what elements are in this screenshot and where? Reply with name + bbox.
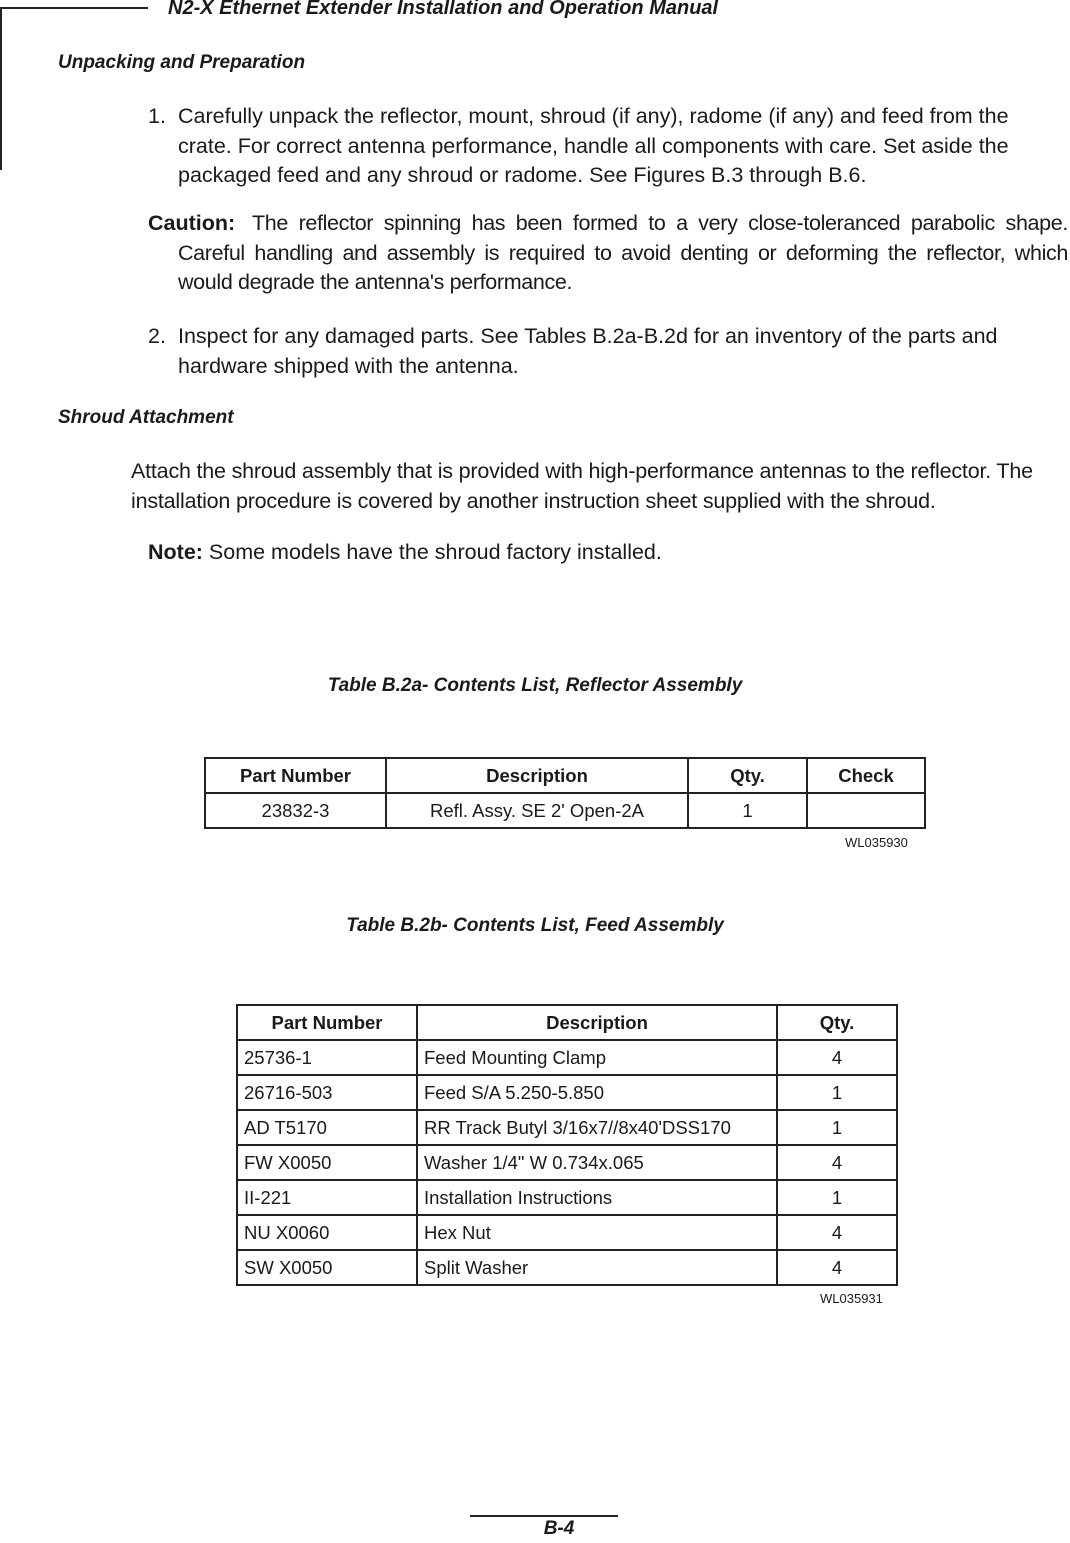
feed-contents-table [236,1004,898,1286]
page-header: N2-X Ethernet Extender Installation and Operation Manual [168,0,719,19]
table-a-caption: Table B.2a- Contents List, Reflector Assembly [327,675,743,696]
step-2-number: 2. [148,324,166,348]
cell-description: Refl. Assy. SE 2' Open-2A [386,793,688,828]
cell-part-number: SW X0050 [237,1250,417,1285]
table-row [237,1180,897,1215]
caution-block [148,209,1068,298]
step-1-number: 1. [148,104,166,128]
section-title-unpacking: Unpacking and Preparation [58,52,306,73]
table-row [237,1215,897,1250]
cell-part-number: 25736-1 [237,1040,417,1075]
step-2-text: Inspect for any damaged parts. See Tables B.2a-B.2d for an inventory of the parts and hardware shipped with the antenna. [178,324,998,378]
column-header: Check [807,758,925,793]
shroud-paragraph: Attach the shroud assembly that is provided with high-performance antennas to the reflector. The installation procedure is covered by another instruction sheet supplied with the shroud. [131,459,1033,513]
table-row [237,1145,897,1180]
table-header-row [237,1005,897,1040]
step-1-text: Carefully unpack the reflector, mount, shroud (if any), radome (if any) and feed from the crate. For correct antenna performance, handle all components with care. Set aside the packaged feed and any shroud or radome. See Figures B.3 through B.6. [178,104,1009,187]
table-row [237,1250,897,1285]
step-1 [148,102,1068,191]
reflector-contents-table [204,757,926,829]
column-header: Description [386,758,688,793]
caution-text: The reflector spinning has been formed to a very close-toleranced parabolic shape. Careful handling and assembly is required to avoid denting or deforming the reflector, which would degrade the antenna's performance. [178,211,1068,294]
cell-description: Feed S/A 5.250-5.850 [417,1075,777,1110]
cell-check[interactable] [807,793,925,828]
section-title-shroud: Shroud Attachment [58,407,234,428]
table-b-reference: WL035931 [820,1291,883,1306]
table-row [237,1075,897,1110]
step-2 [148,322,1068,381]
cell-description: Hex Nut [417,1215,777,1250]
cell-part-number: II-221 [237,1180,417,1215]
column-header: Part Number [205,758,386,793]
cell-part-number: 26716-503 [237,1075,417,1110]
note-block [148,538,662,568]
cell-qty: 1 [777,1110,897,1145]
column-header: Qty. [688,758,807,793]
cell-description: Feed Mounting Clamp [417,1040,777,1075]
cell-part-number: NU X0060 [237,1215,417,1250]
cell-qty: 4 [777,1215,897,1250]
table-b-caption: Table B.2b- Contents List, Feed Assembly [346,915,724,936]
note-label: Note: [148,540,203,564]
table-row [237,1110,897,1145]
caution-label: Caution: [148,211,236,235]
cell-qty: 4 [777,1145,897,1180]
table-row [205,793,925,828]
column-header: Description [417,1005,777,1040]
table-row [237,1040,897,1075]
cell-qty: 4 [777,1040,897,1075]
column-header: Qty. [777,1005,897,1040]
table-header-row [205,758,925,793]
column-header: Part Number [237,1005,417,1040]
table-a-reference: WL035930 [845,835,908,850]
cell-qty: 1 [777,1180,897,1215]
cell-part-number: AD T5170 [237,1110,417,1145]
cell-description: Washer 1/4" W 0.734x.065 [417,1145,777,1180]
page-number: B-4 [543,1518,575,1539]
cell-qty: 4 [777,1250,897,1285]
cell-part-number: FW X0050 [237,1145,417,1180]
cell-part-number: 23832-3 [205,793,386,828]
footer-rule [470,1515,618,1517]
corner-rule-vertical [0,7,2,170]
cell-description: Split Washer [417,1250,777,1285]
cell-description: Installation Instructions [417,1180,777,1215]
note-text: Some models have the shroud factory installed. [208,540,662,564]
cell-description: RR Track Butyl 3/16x7//8x40'DSS170 [417,1110,777,1145]
cell-qty: 1 [777,1075,897,1110]
corner-rule-horizontal [0,7,148,9]
cell-qty: 1 [688,793,807,828]
